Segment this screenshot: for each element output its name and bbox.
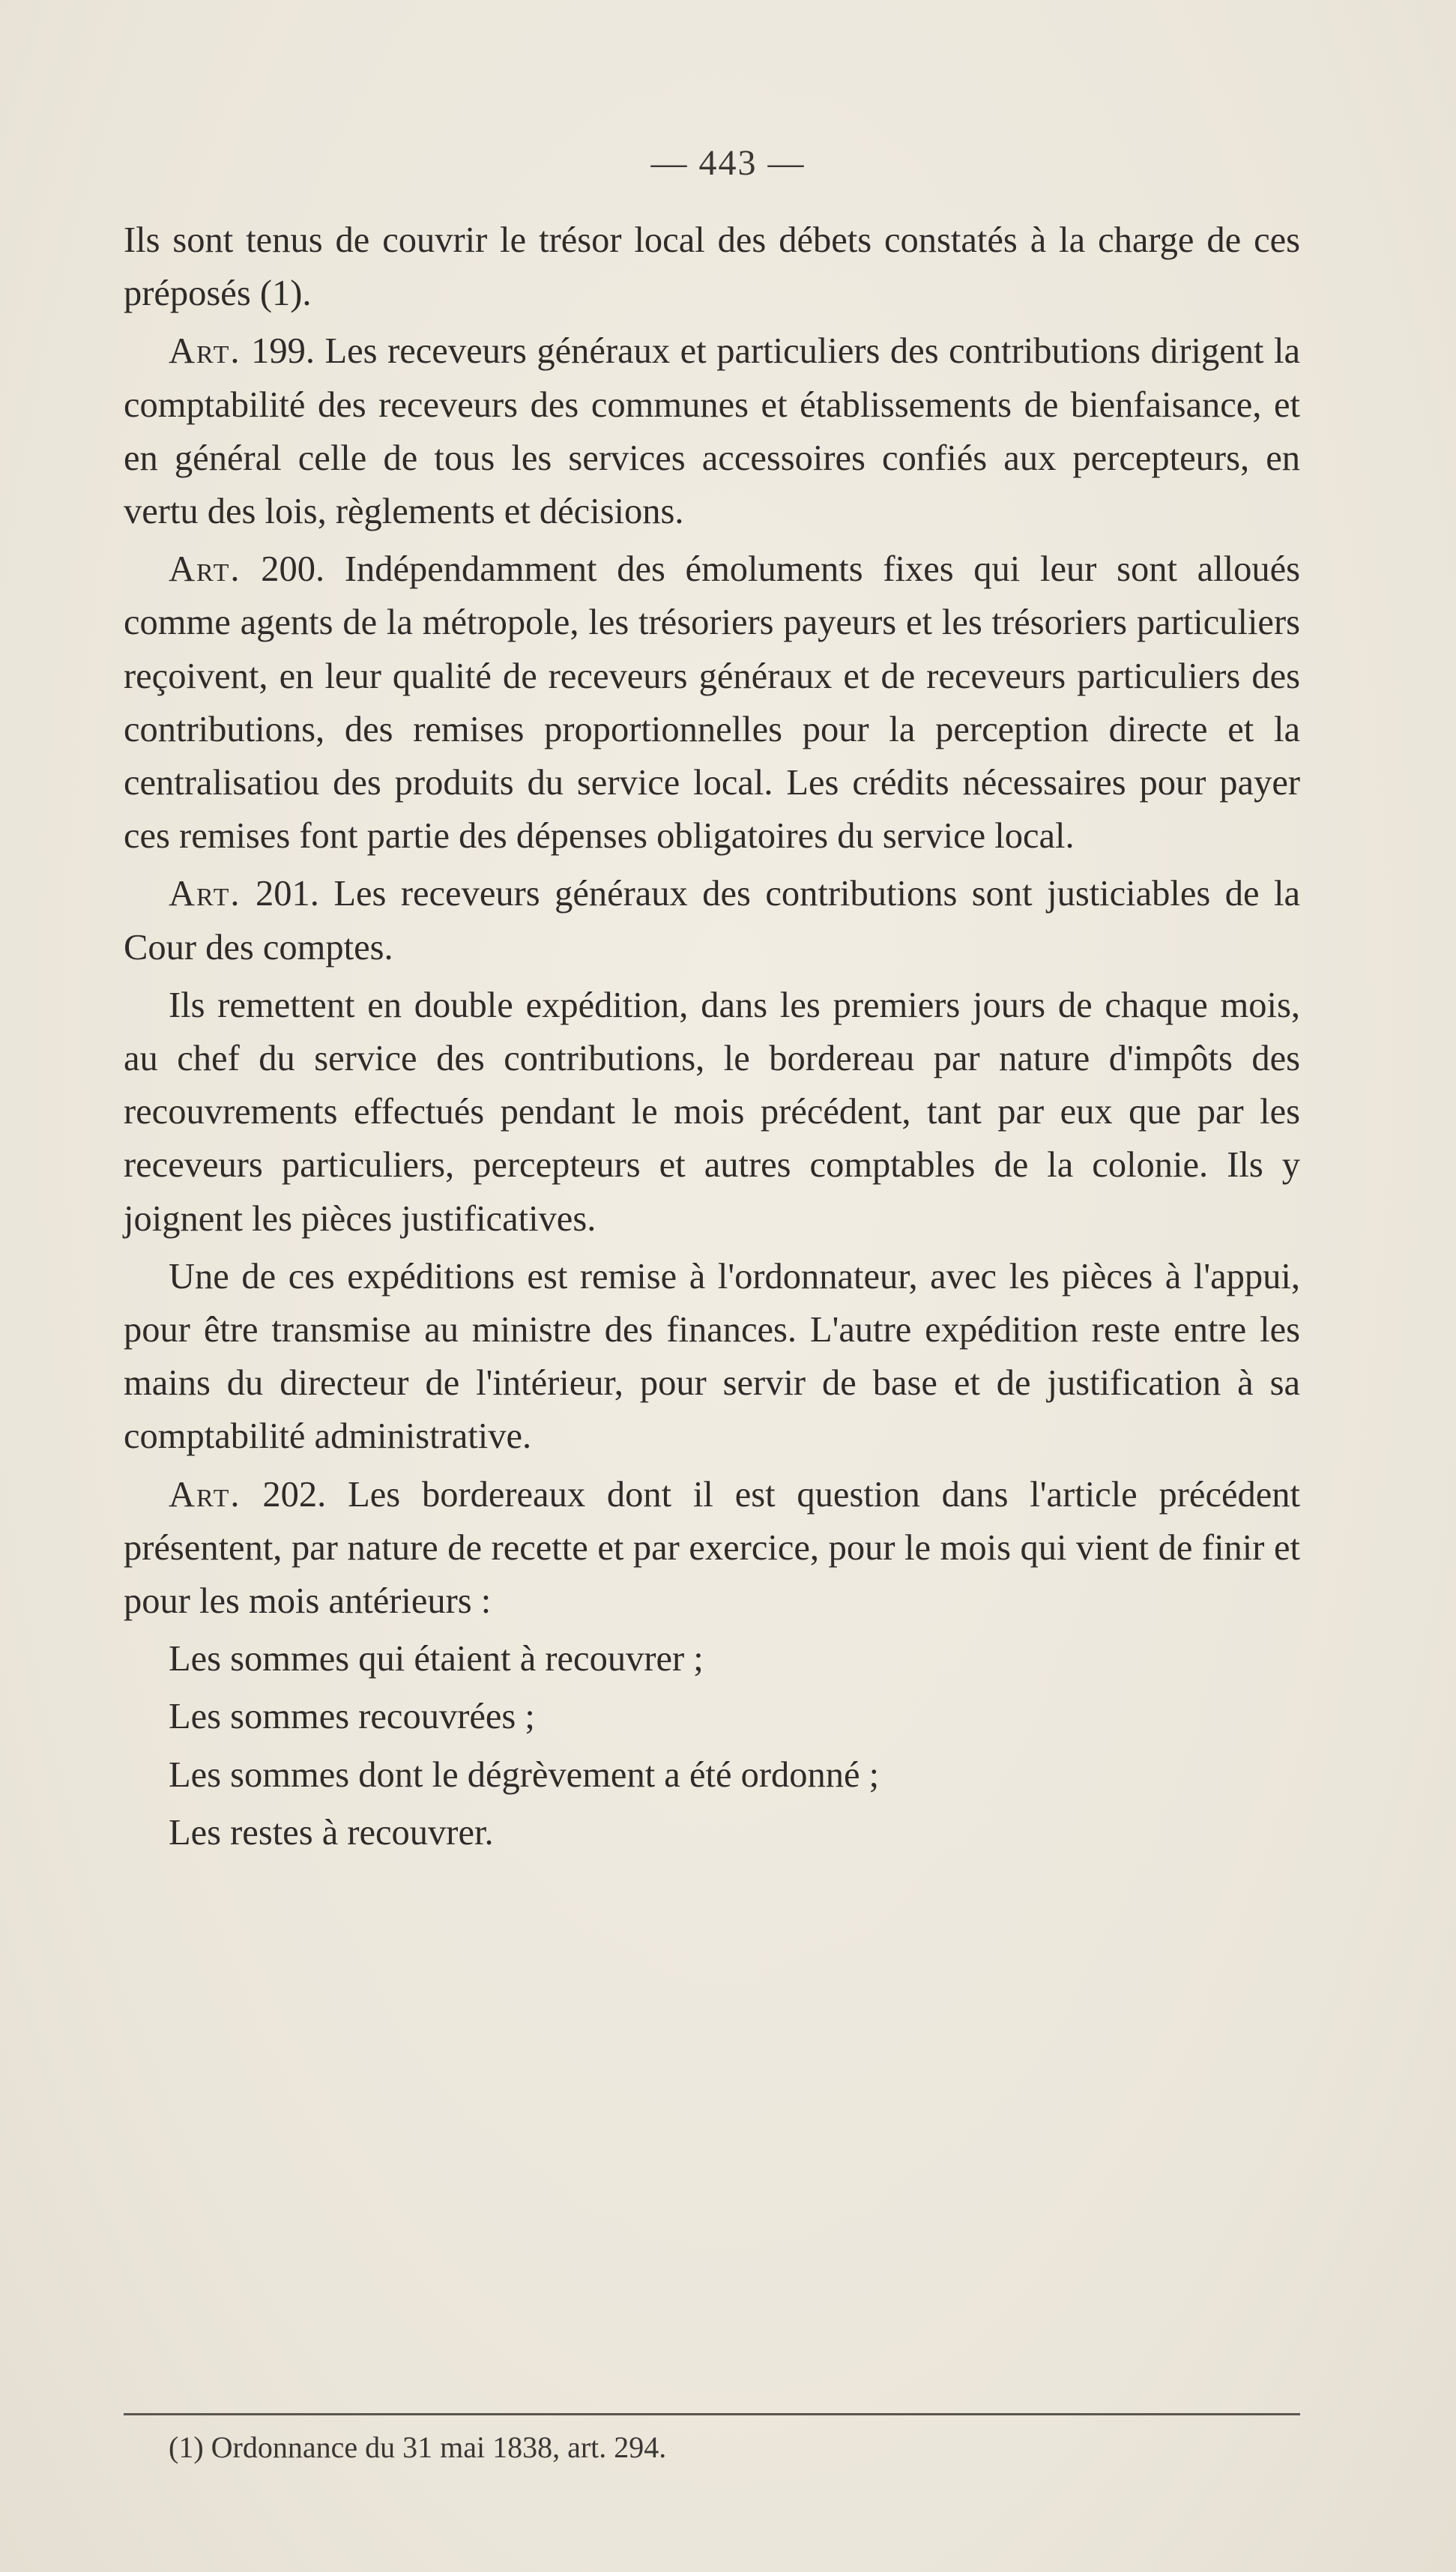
page-number: — 443 —	[650, 143, 806, 183]
paragraph-article-200: Art. 200. Indépendamment des émoluments fixes qui leur sont alloués comme agents de la métropole, les trésoriers payeurs et les trésoriers particuliers reçoivent, en leur qualité de receveurs généraux et de receveurs particuliers des contributions, des remises proportionnelles pour la perception directe et la centralisatiou des produits du service local. Les crédits nécessaires pour payer ces remises font partie des dépenses obligatoires du service local.	[124, 549, 1300, 857]
list-item: Les restes à recouvrer.	[169, 1812, 494, 1853]
paragraph-article-199: Art. 199. Les receveurs généraux et particuliers des contributions dirigent la comptabilité des receveurs des communes et établissements de bienfaisance, et en général celle de tous les services accessoires confiés aux percepteurs, en vertu des lois, règlements et décisions.	[124, 331, 1300, 532]
paragraph-continuation: Ils sont tenus de couvrir le trésor local des débets constatés à la charge de ces préposés (1).	[124, 220, 1300, 314]
footnote-divider	[124, 2413, 1300, 2415]
footnote: (1) Ordonnance du 31 mai 1838, art. 294.	[169, 2430, 667, 2464]
article-label: Art.	[169, 549, 241, 590]
list-item: Les sommes qui étaient à recouvrer ;	[169, 1639, 704, 1679]
article-label: Art.	[169, 1474, 241, 1515]
list-item: Les sommes recouvrées ;	[169, 1697, 535, 1737]
article-label: Art.	[169, 331, 241, 372]
paragraph-expedition-remise: Une de ces expéditions est remise à l'ordonnateur, avec les pièces à l'appui, pour être transmise au ministre des finances. L'autre expédition reste entre les mains du directeur de l'intérieur, pour servir de base et de justification à sa comptabilité administrative.	[124, 1256, 1300, 1457]
list-item: Les sommes dont le dégrèvement a été ordonné ;	[169, 1754, 880, 1795]
paragraph-article-202: Art. 202. Les bordereaux dont il est question dans l'article précédent présentent, par nature de recette et par exercice, pour le mois qui vient de finir et pour les mois antérieurs :	[124, 1474, 1300, 1622]
paragraph-article-201: Art. 201. Les receveurs généraux des contributions sont justiciables de la Cour des comptes.	[124, 874, 1300, 967]
article-label: Art.	[169, 874, 241, 914]
body-text	[124, 214, 1300, 1864]
paragraph-double-expedition: Ils remettent en double expédition, dans les premiers jours de chaque mois, au chef du service des contributions, le bordereau par nature d'impôts des recouvrements effectués pendant le mois précédent, tant par eux que par les receveurs particuliers, percepteurs et autres comptables de la colonie. Ils y joignent les pièces justificatives.	[124, 985, 1300, 1239]
